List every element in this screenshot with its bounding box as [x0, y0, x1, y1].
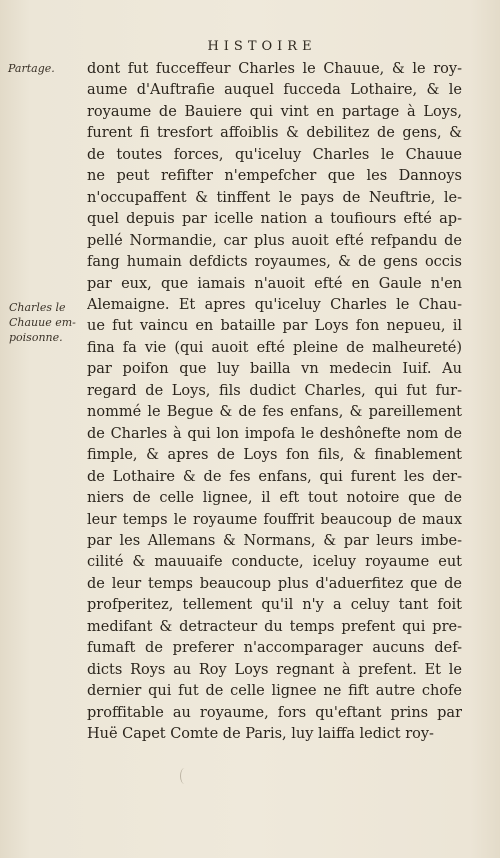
- text-line: pellé Normandie, car plus auoit efté refpandu de: [87, 232, 462, 249]
- text-line: proffitable au royaume, fors qu'eftant prins par: [87, 704, 462, 721]
- text-line: de toutes forces, qu'iceluy Charles le Chauue: [87, 146, 462, 163]
- text-line: medifant & detracteur du temps prefent qui pre-: [87, 618, 462, 635]
- text-line: royaume de Bauiere qui vint en partage à Loys,: [87, 103, 462, 120]
- text-line: par eux, que iamais n'auoit efté en Gaule n'en: [87, 275, 462, 292]
- text-line: ue fut vaincu en bataille par Loys fon nepueu, il: [87, 318, 462, 335]
- margin-note-partage: Partage.: [8, 62, 55, 75]
- text-line: par poifon que luy bailla vn medecin Iuif. Au: [87, 361, 462, 378]
- text-line: fumaft de preferer n'accomparager aucuns def-: [87, 640, 462, 657]
- text-line: leur temps le royaume fouffrit beaucoup de maux: [87, 511, 462, 528]
- text-line: de leur temps beaucoup plus d'aduerfitez que de: [87, 575, 462, 592]
- text-line: regard de Loys, fils dudict Charles, qui fut fur-: [87, 382, 462, 399]
- text-line: cilité & mauuaife conducte, iceluy royaume eut: [87, 554, 462, 571]
- text-line: ne peut refifter n'empefcher que les Dannoys: [87, 168, 462, 185]
- text-line: profperitez, tellement qu'il n'y a celuy tant foit: [87, 597, 462, 614]
- paper-mark: [180, 768, 189, 784]
- text-line: dernier qui fut de celle lignee ne fift autre chofe: [87, 683, 462, 700]
- text-line: n'occupaffent & tinffent le pays de Neuftrie, le-: [87, 189, 462, 206]
- text-line: Huë Capet Comte de Paris, luy laiffa ledict roy-: [87, 726, 434, 743]
- text-line: fina fa vie (qui auoit efté pleine de malheureté): [87, 339, 462, 356]
- text-line: aume d'Auftrafie auquel fucceda Lothaire, & le: [87, 82, 462, 99]
- text-line: dicts Roys au Roy Loys regnant à prefent. Et le: [87, 661, 462, 678]
- text-line: dont fut fucceffeur Charles le Chauue, & le roy-: [87, 61, 462, 77]
- margin-note-charles-empoisonne: Charles le Chauue em- poisonne.: [9, 301, 76, 344]
- text-line: fang humain defdicts royaumes, & de gens occis: [87, 254, 462, 271]
- text-line: de Lothaire & de fes enfans, qui furent les der-: [87, 468, 462, 485]
- text-line: fimple, & apres de Loys fon fils, & finablement: [87, 447, 462, 464]
- text-line: quel depuis par icelle nation a toufiours efté ap-: [87, 211, 462, 228]
- text-line: de Charles à qui lon impofa le deshônefte nom de: [87, 425, 462, 442]
- text-line: Alemaigne. Et apres qu'iceluy Charles le Chau-: [87, 296, 462, 313]
- text-line: niers de celle lignee, il eft tout notoire que de: [87, 490, 462, 507]
- text-line: furent fi tresfort affoiblis & debilitez de gens, &: [87, 125, 462, 142]
- text-line: par les Allemans & Normans, & par leurs imbe-: [87, 532, 462, 549]
- text-line: nommé le Begue & de fes enfans, & pareillement: [87, 404, 462, 421]
- body-text: [87, 59, 462, 746]
- running-head: HISTOIRE: [207, 39, 317, 54]
